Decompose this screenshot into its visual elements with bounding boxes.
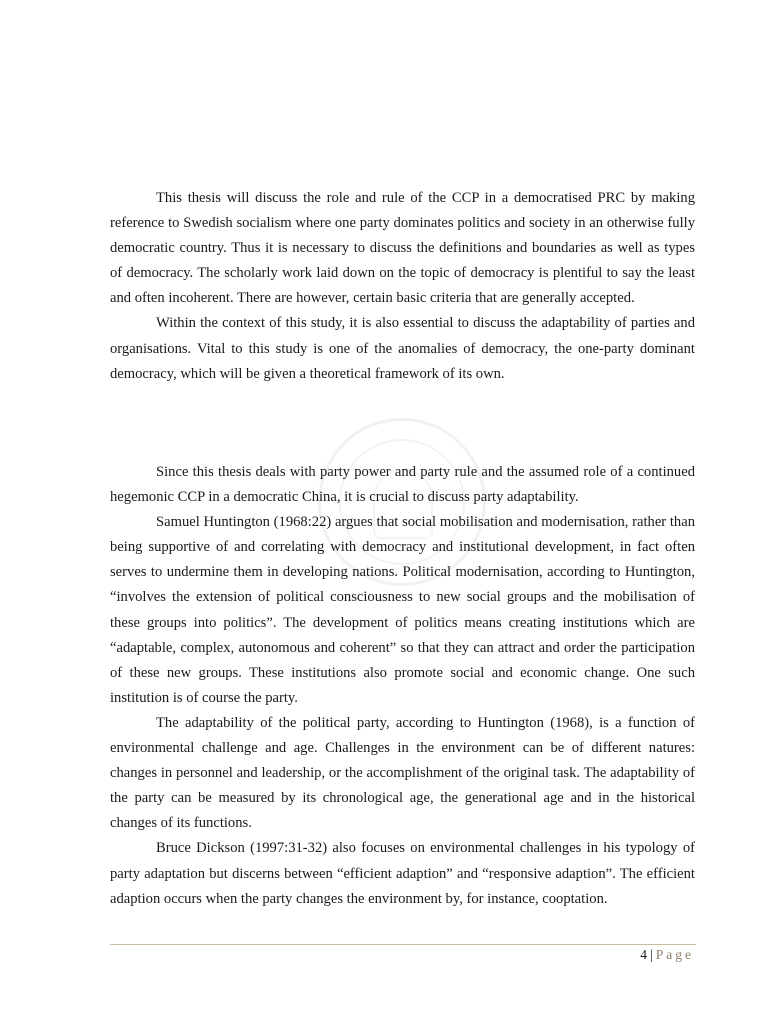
page-number: 4: [640, 947, 648, 962]
text-block-adaptability: [110, 460, 695, 912]
page-footer: [640, 946, 694, 964]
paragraph: Within the context of this study, it is also essential to discuss the adaptability of parties and organisations. Vital to this study is one of the anomalies of democracy, the one-party dominant democracy, which will be given a theoretical framework of its own.: [110, 315, 695, 382]
paragraph: This thesis will discuss the role and rule of the CCP in a democratised PRC by making reference to Swedish socialism where one party dominates politics and society in an otherwise fully democratic country. Thus it is necessary to discuss the definitions and boundaries as well as types of democracy. The scholarly work laid down on the topic of democracy is plentiful to say the least and often incoherent. There are however, certain basic criteria that are generally accepted.: [110, 190, 695, 307]
paragraph: The adaptability of the political party, according to Huntington (1968), is a function of environmental challenge and age. Challenges in the environment can be of different natures: changes in personnel and leadership, or the accomplishment of the original task. The adaptability of the party can be measured by its chronological age, the generational age and in the historical changes of its functions.: [110, 714, 695, 832]
text-block-intro: [110, 186, 695, 387]
paragraph: Since this thesis deals with party power and party rule and the assumed role of a continued hegemonic CCP in a democratic China, it is crucial to discuss party adaptability.: [110, 464, 695, 506]
footer-separator: |: [650, 947, 653, 962]
page-label: Page: [655, 947, 694, 962]
paragraph: Samuel Huntington (1968:22) argues that social mobilisation and modernisation, rather than being supportive of and correlating with democracy and institutional development, in fact often serves to undermine them in developing nations. Political modernisation, according to Huntington, “involves the extension of political consciousness to new social groups and the mobilisation of these groups into politics”. The development of politics means creating institutions which are “adaptable, complex, autonomous and coherent” so that they can attract and order the participation of these new groups. These institutions also promote social and economic change. One such institution is of course the party.: [110, 514, 695, 706]
footer-divider: [110, 944, 696, 945]
paragraph: Bruce Dickson (1997:31-32) also focuses on environmental challenges in his typology of party adaptation but discerns between “efficient adaption” and “responsive adaption”. The efficient adaption occurs when the party changes the environment by, for instance, cooptation.: [110, 840, 695, 907]
